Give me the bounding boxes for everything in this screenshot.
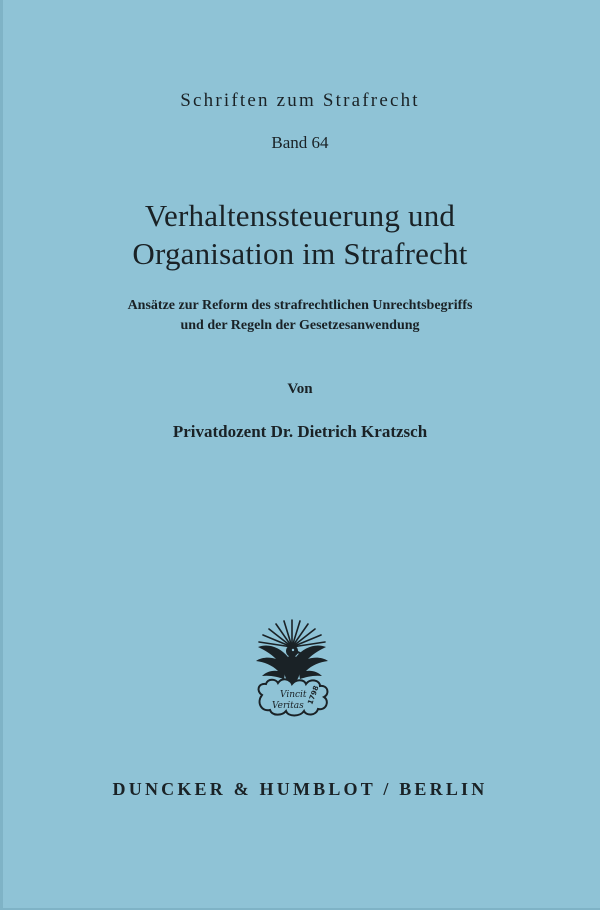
eagle-emblem-icon xyxy=(250,617,334,727)
author-name: Privatdozent Dr. Dietrich Kratzsch xyxy=(172,422,428,441)
logo-motto-word-2: Veritas xyxy=(272,701,304,711)
book-title-line-2: Organisation im Strafrecht xyxy=(132,236,468,271)
volume-number: Band 64 xyxy=(271,133,329,152)
book-subtitle xyxy=(0,296,600,336)
logo-motto-word-1: Vincit xyxy=(280,690,307,700)
logo-date: 1798 xyxy=(306,684,321,706)
book-title-line-1: Verhaltenssteuerung und xyxy=(144,198,456,233)
book-subtitle-line-1: Ansätze zur Reform des strafrechtlichen Unrechtsbegriffs xyxy=(127,298,473,313)
by-label: Von xyxy=(287,381,313,397)
publisher-imprint: DUNCKER & HUMBLOT / BERLIN xyxy=(112,779,488,799)
series-title: Schriften zum Strafrecht xyxy=(180,90,420,111)
book-title xyxy=(0,197,600,273)
book-subtitle-line-2: und der Regeln der Gesetzesanwendung xyxy=(180,318,420,333)
